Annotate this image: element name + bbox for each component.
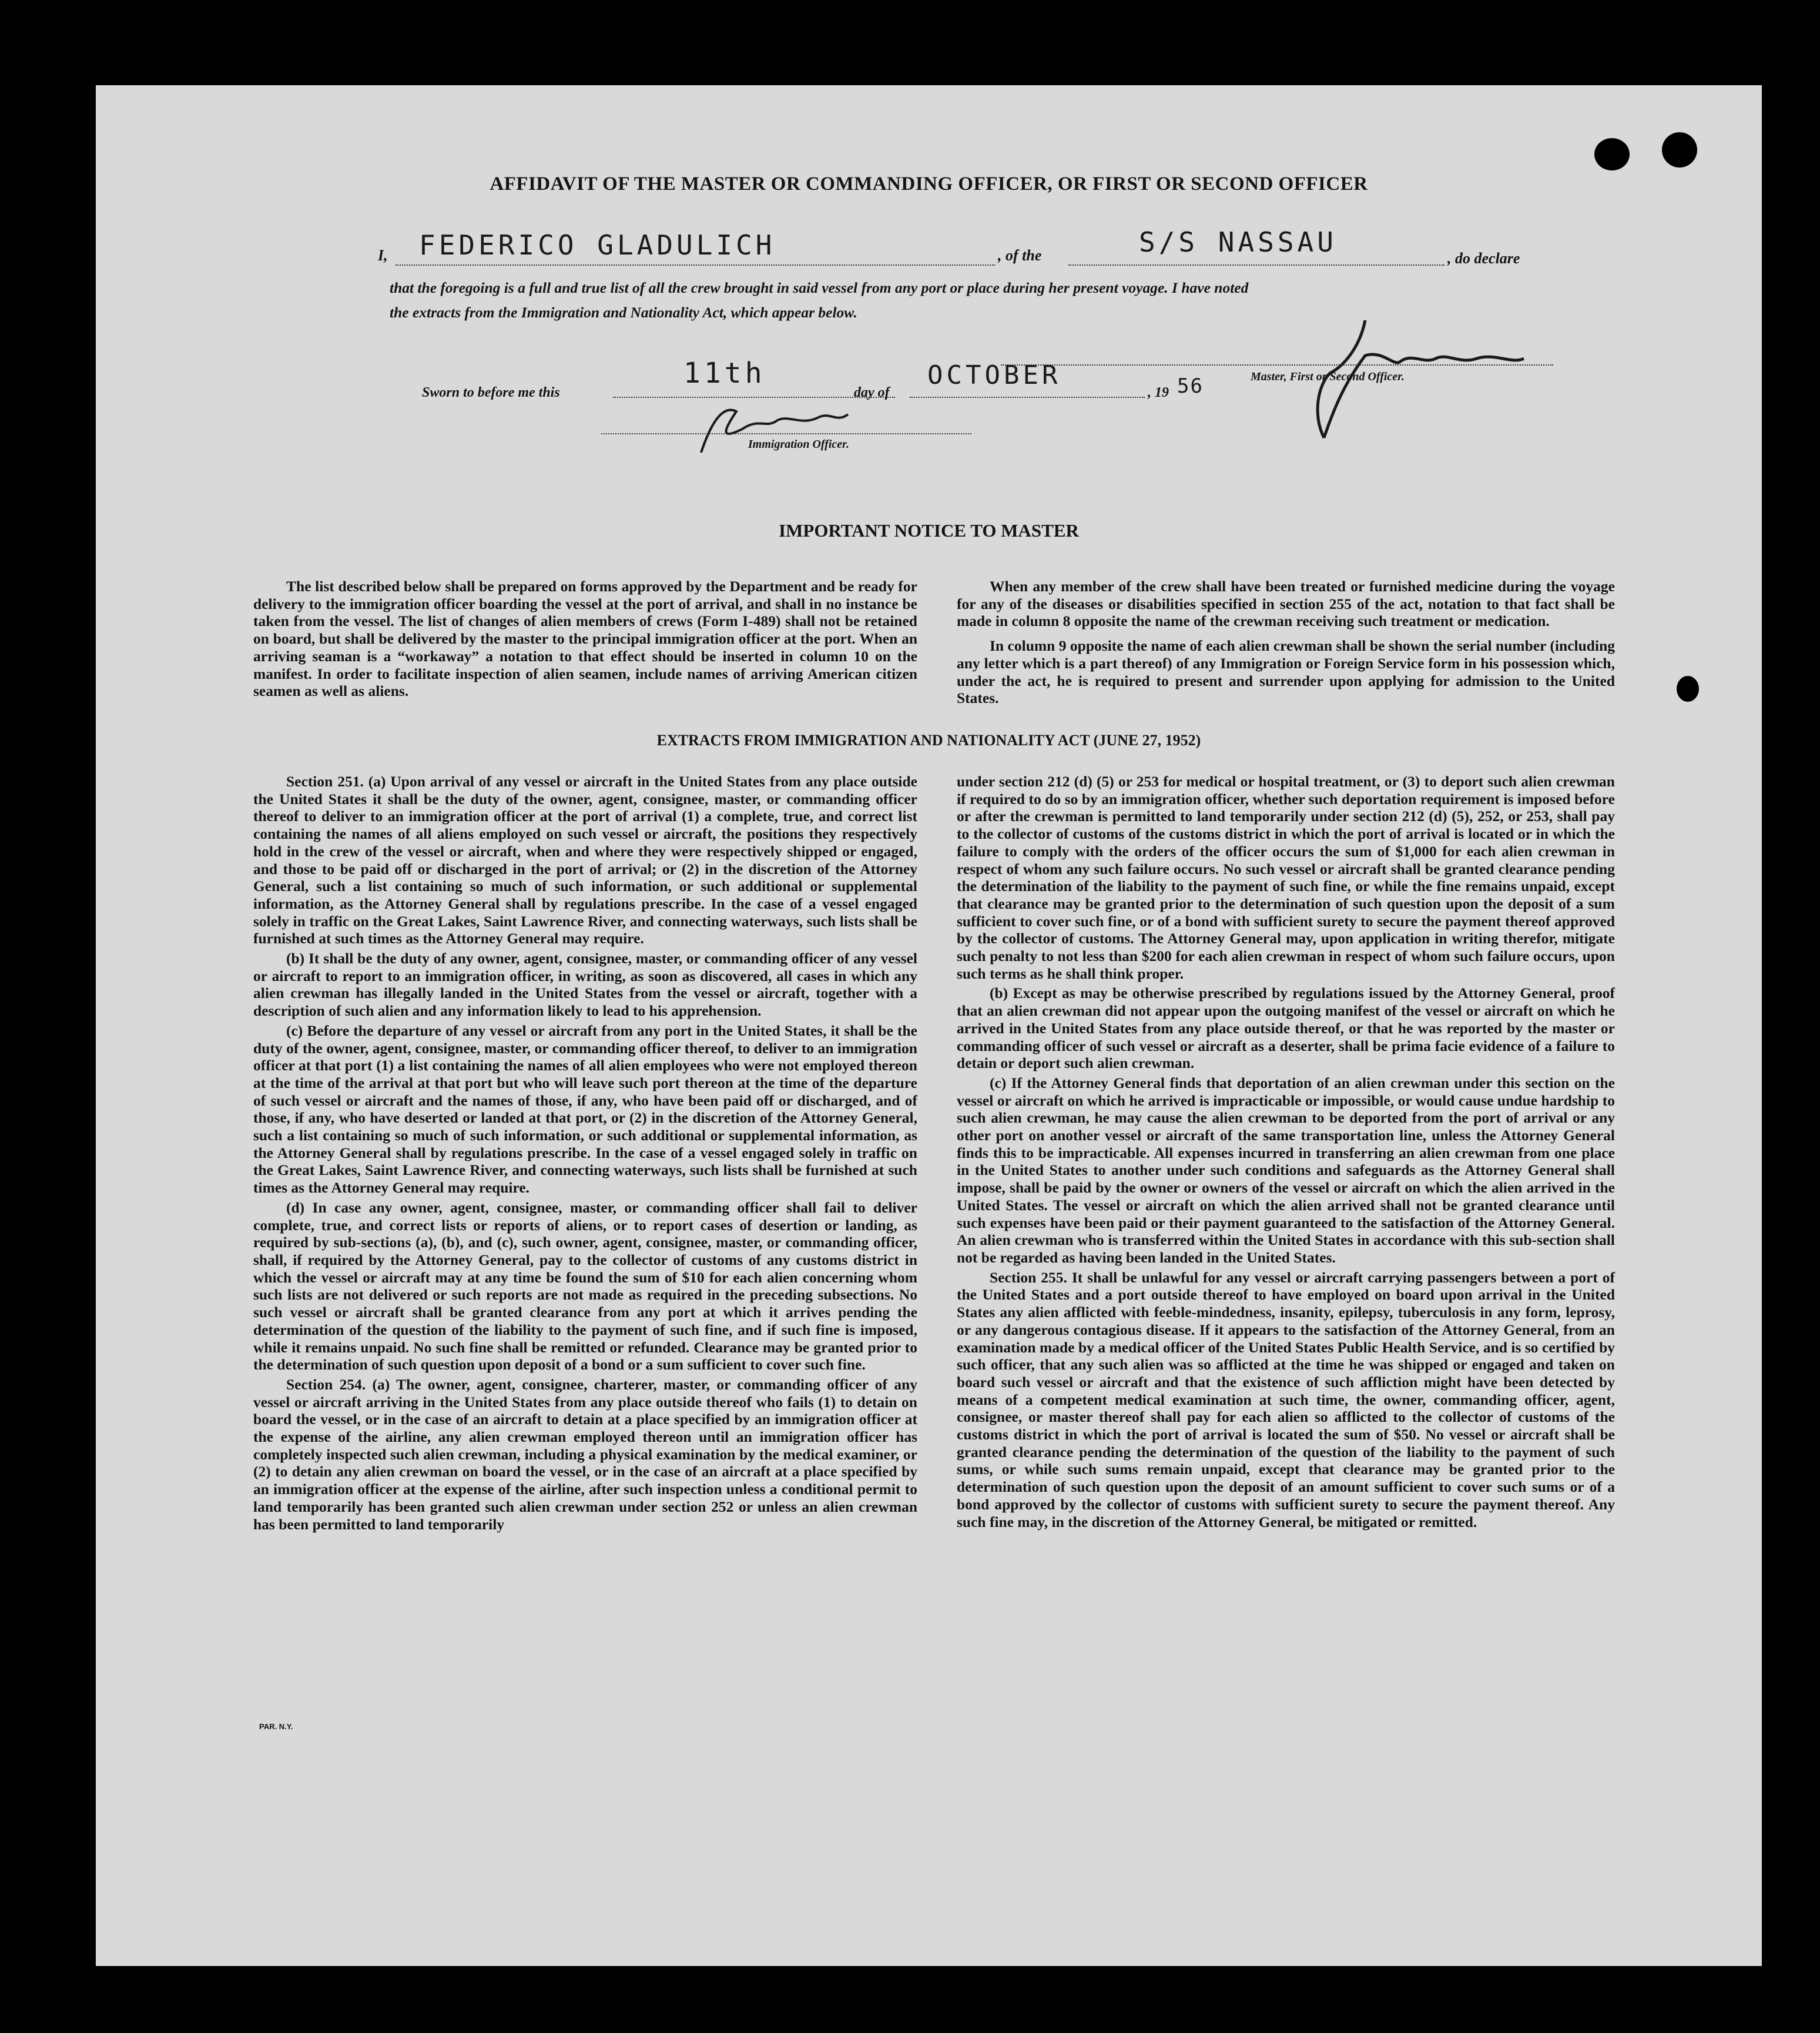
notice-left-column: [253, 578, 917, 700]
document-page: [96, 85, 1762, 1966]
day-of-label: day of: [854, 385, 890, 400]
sworn-day-handwritten: 11th: [683, 357, 766, 390]
extracts-title: EXTRACTS FROM IMMIGRATION AND NATIONALITY ACT (JUNE 27, 1952): [656, 732, 1201, 749]
of-the-label: , of the: [998, 247, 1042, 264]
master-name-handwritten: FEDERICO GLADULICH: [419, 229, 776, 261]
ink-stain: [1594, 138, 1630, 170]
i-label: I,: [378, 247, 388, 264]
immigration-officer-caption: Immigration Officer.: [748, 438, 849, 451]
vessel-name-handwritten: S/S NASSAU: [1139, 226, 1337, 258]
do-declare-label: , do declare: [1447, 250, 1520, 267]
extracts-right-column: [957, 773, 1615, 1530]
section-254-b: (b) Except as may be otherwise prescribed by regulations issued by the Attorney General, proof that an alien crewman did not appear upon the outgoing manifest of the vessel or aircraft on which he arrived in the United States from any place outside thereof, or that he was reported by the master or commanding officer of such vessel or aircraft as a deserter, shall be prima facie evidence of a failure to detain or deport such alien crewman.: [957, 984, 1615, 1072]
year-prefix-label: , 19: [1148, 385, 1169, 400]
declaration-line-2: that the foregoing is a full and true list of all the crew brought in said vessel from any port or place during her present voyage. I have noted: [390, 279, 1249, 296]
sworn-month-field: [910, 361, 1145, 398]
notice-title: IMPORTANT NOTICE TO MASTER: [779, 520, 1079, 541]
ink-stain: [1662, 132, 1697, 168]
section-254-a-continued: under section 212 (d) (5) or 253 for medical or hospital treatment, or (3) to deport such alien crewman if required to do so by an immigration officer, whether such deportation requirement is imposed before or after the crewman is permitted to land temporarily under section 212 (d) (5), 252, or 253, shall pay to the collector of customs of the customs district in which the port of arrival is located or in which the failure to comply with the orders of the officer occurs the sum of $1,000 for each alien crewman in respect of whom any such failure occurs. No such vessel or aircraft shall be granted clearance pending the determination of the liability to the payment of such fine, or while the fine remains unpaid, except that clearance may be granted prior to the determination of such question upon the deposit of a sum sufficient to cover such fine, or of a bond with sufficient surety to secure the payment thereof approved by the collector of customs. The Attorney General may, upon application in writing therefor, mitigate such penalty to not less than $200 for each alien crewman in respect of whom such failure occurs, upon such terms as he shall think proper.: [957, 773, 1615, 982]
vessel-field: [1068, 226, 1444, 266]
sworn-label: Sworn to before me this: [422, 385, 560, 400]
notice-right-paragraph-1: When any member of the crew shall have been treated or furnished medicine during the voyage for any of the diseases or disabilities specified in section 255 of the act, notation to that fact shall be made in column 8 opposite the name of the crewman receiving such treatment or medication.: [957, 578, 1615, 630]
sworn-month-handwritten: OCTOBER: [927, 360, 1061, 390]
master-caption: Master, First or Second Officer.: [1251, 370, 1405, 383]
year-handwritten: 56: [1177, 374, 1204, 398]
affidavit-title: AFFIDAVIT OF THE MASTER OR COMMANDING OFFICER, OR FIRST OR SECOND OFFICER: [490, 173, 1368, 195]
notice-right-column: [957, 578, 1615, 707]
printer-mark: PAR. N.Y.: [259, 1722, 293, 1731]
section-251-b: (b) It shall be the duty of any owner, agent, consignee, master, or commanding officer of any vessel or aircraft to report to an immigration officer, in writing, as soon as discovered, all cases in which any alien crewman has illegally landed in the United States from the vessel or aircraft, together with a description of such alien and any information likely to lead to his apprehension.: [253, 950, 917, 1020]
notice-left-paragraph: The list described below shall be prepared on forms approved by the Department and be ready for delivery to the immigration officer boarding the vessel at the port of arrival, and shall in no instance be taken from the vessel. The list of changes of alien members of crews (Form I-489) shall not be retained on board, but shall be delivered by the master to the principal immigration officer at the port. When an arriving seaman is a “workaway” a notation to that effect should be inserted in column 10 on the manifest. In order to facilitate inspection of alien seamen, include names of arriving American citizen seamen as well as aliens.: [253, 578, 917, 700]
extracts-left-column: [253, 773, 917, 1533]
section-251-d: (d) In case any owner, agent, consignee, master, or commanding officer shall fail to deliver complete, true, and correct lists or reports of aliens, or to report cases of desertion or landing, as required by sub-sections (a), (b), and (c), such owner, agent, consignee, master, or commanding officer, shall, if required by the Attorney General, pay to the collector of customs of any customs district in which the vessel or aircraft may at any time be found the sum of $10 for each alien concerning whom such lists are not delivered or such reports are not made as required in the preceding subsections. No such vessel or aircraft shall be granted clearance from any port at which it arrives pending the determination of the question of the liability to the payment of such fine, and if such fine is imposed, while it remains unpaid. No such fine shall be remitted or refunded. Clearance may be granted prior to the determination of such question upon deposit of a bond or a sum sufficient to cover such fine.: [253, 1198, 917, 1374]
declaration-line-3: the extracts from the Immigration and Nationality Act, which appear below.: [390, 304, 857, 321]
section-251-c: (c) Before the departure of any vessel or aircraft from any port in the United States, it shall be the duty of the owner, agent, consignee, master, or commanding officer thereof, to deliver to an immigration officer at that port (1) a list containing the names of all alien employees who were not employed thereon at the time of the arrival at that port but who will leave such port thereon at the time of the departure of such vessel or aircraft and the names of those, if any, who have been paid off or discharged, and of those, if any, who have deserted or landed at that port, or (2) in the discretion of the Attorney General, such a list containing so much of such information, or such additional or supplemental information, as the Attorney General shall by regulations prescribe. In the case of a vessel engaged solely in traffic on the Great Lakes, Saint Lawrence River, and connecting waterways, such lists shall be furnished at such times as the Attorney General may require.: [253, 1021, 917, 1197]
notice-right-paragraph-2: In column 9 opposite the name of each alien crewman shall be shown the serial number (including any letter which is a part thereof) of any Immigration or Foreign Service form in his possession which, under the act, he is required to present and surrender upon applying for admission to the United States.: [957, 637, 1615, 707]
section-255: Section 255. It shall be unlawful for any vessel or aircraft carrying passengers between a port of the United States and a port outside thereof to have employed on board upon arrival in the United States any alien afflicted with feeble-mindedness, insanity, epilepsy, tuberculosis in any form, leprosy, or any dangerous contagious disease. If it appears to the satisfaction of the Attorney General, from an examination made by a medical officer of the United States Public Health Service, and is so certified by such officer, that any such alien was so afflicted at the time he was shipped or engaged and taken on board such vessel or aircraft and that the existence of such affliction might have been detected by means of a competent medical examination at such time, the owner, commanding officer, agent, consignee, or master thereof shall pay for each alien so afflicted to the collector of customs of the customs district in which the port of arrival is located the sum of $50. No vessel or aircraft shall be granted clearance pending the determination of the question of the liability to the payment of such sums, or while such sums remain unpaid, except that clearance may be granted prior to the determination of such question upon the deposit of an amount sufficient to cover such sums or of a bond approved by the collector of customs with sufficient surety to secure the payment thereof. Any such fine may, in the discretion of the Attorney General, be mitigated or remitted.: [957, 1268, 1615, 1530]
sworn-day-field: [613, 357, 895, 398]
immigration-officer-line: [601, 427, 971, 434]
ink-stain: [1677, 676, 1699, 702]
section-251-a: Section 251. (a) Upon arrival of any vessel or aircraft in the United States from any place outside the United States it shall be the duty of the owner, agent, consignee, master, or commanding officer thereof to deliver to an immigration officer at the port of arrival (1) a complete, true, and correct list containing the names of all aliens employed on such vessel or aircraft, the positions they respectively hold in the crew of the vessel or aircraft, when and where they were respectively shipped or engaged, and those to be paid off or discharged in the port of arrival; or (2) in the discretion of the Attorney General, such a list containing so much of such information, or such additional or supplemental information, as the Attorney General shall by regulations prescribe. In the case of a vessel engaged solely in traffic on the Great Lakes, Saint Lawrence River, and connecting waterways, such lists shall be furnished at such times as the Attorney General may require.: [253, 773, 917, 947]
section-254-c: (c) If the Attorney General finds that deportation of an alien crewman under this section on the vessel or aircraft on which he arrived is impracticable or impossible, or would cause undue hardship to such alien crewman, he may cause the alien crewman to be deported from the port of arrival or any other port on another vessel or aircraft of the same transportation line, unless the Attorney General finds this to be impracticable. All expenses incurred in transferring an alien crewman from one place in the United States to another under such conditions and safeguards as the Attorney General shall impose, shall be paid by the owner or owners of the vessel or aircraft on which the alien arrived in the United States. The vessel or aircraft on which the alien arrived shall not be granted clearance until such expenses have been paid or their payment guaranteed to the satisfaction of the Attorney General. An alien crewman who is transferred within the United States in accordance with this sub-section shall not be regarded as having been landed in the United States.: [957, 1074, 1615, 1266]
name-field: [395, 229, 995, 266]
section-254-a: Section 254. (a) The owner, agent, consignee, charterer, master, or commanding officer of any vessel or aircraft arriving in the United States from any place outside thereof who fails (1) to detain on board the vessel, or in the case of an aircraft to detain at a place specified by an immigration officer at the expense of the airline, any alien crewman employed thereon until an immigration officer has completely inspected such alien crewman, including a physical examination by the medical examiner, or (2) to detain any alien crewman on board the vessel, or in the case of an aircraft at a place specified by an immigration officer at the expense of the airline, after such inspection unless a conditional permit to land temporarily has been granted such alien crewman under section 252 or unless an alien crewman has been permitted to land temporarily: [253, 1375, 917, 1533]
